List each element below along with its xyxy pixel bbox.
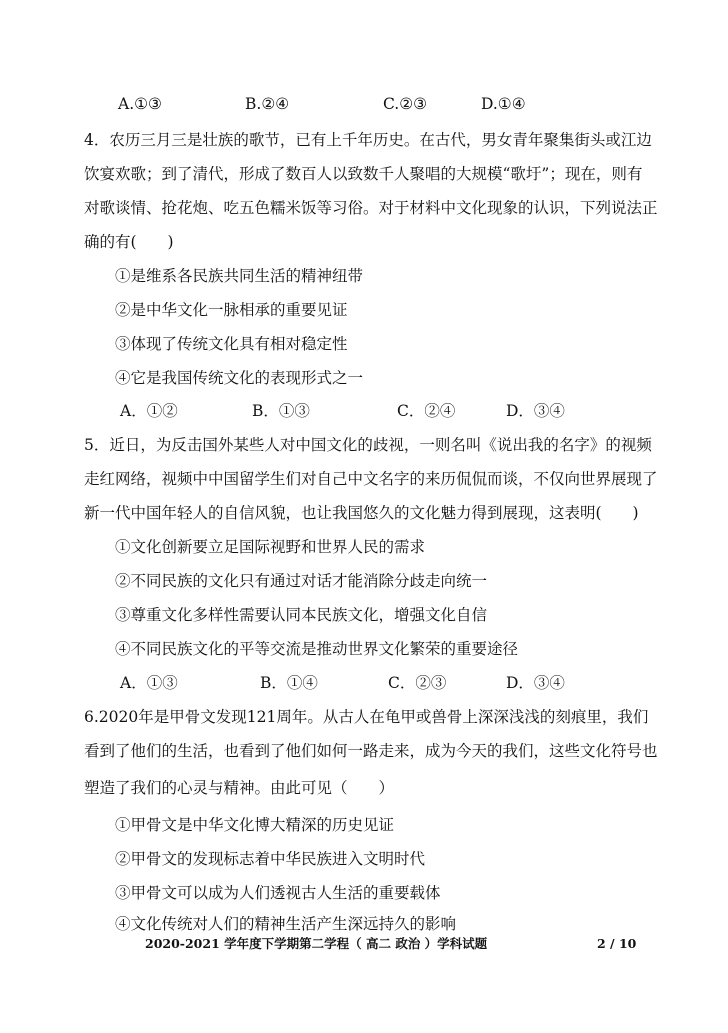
q4-stem-line-2: 饮宴欢歌；到了清代，形成了数百人以致数千人聚唱的大规模“歌圩”；现在，则有 [84,165,643,183]
q5-stem-line-2: 走红网络，视频中中国留学生们对自己中文名字的来历侃侃而谈，不仅向世界展现了 [84,470,658,488]
q4-statement-4: ④它是我国传统文化的表现形式之一 [115,369,364,387]
q5-option-a: A．①③ [120,674,178,692]
q5-statement-4: ④不同民族文化的平等交流是推动世界文化繁荣的重要途径 [115,640,519,658]
q6-stem-line-1: 6.2020年是甲骨文发现121周年。从古人在龟甲或兽骨上深深浅浅的刻痕里，我们 [84,708,649,726]
q5-option-d: D．③④ [506,674,565,692]
q3-option-d: D.①④ [481,95,526,113]
q3-option-a: A.①③ [118,95,162,113]
q4-option-d: D．③④ [506,402,565,420]
q4-stem-line-4: 确的有( ) [84,233,174,251]
q5-stem-line-1: 5．近日，为反击国外某些人对中国文化的歧视，一则名叫《说出我的名字》的视频 [84,436,652,454]
q5-statement-2: ②不同民族的文化只有通过对话才能消除分歧走向统一 [115,572,488,590]
q5-option-b: B．①④ [260,674,318,692]
page-number: 2 / 10 [597,936,637,951]
q6-statement-1: ①甲骨文是中华文化博大精深的历史见证 [115,816,395,834]
footer-title: 2020-2021 学年度下学期第二学程（ 高二 政治 ）学科试题 [145,936,488,951]
q5-statement-1: ①文化创新要立足国际视野和世界人民的需求 [115,538,426,556]
q4-statement-2: ②是中华文化一脉相承的重要见证 [115,301,348,319]
q4-option-a: A．①② [120,402,178,420]
q5-option-c: C．②③ [388,674,447,692]
q6-statement-2: ②甲骨文的发现标志着中华民族进入文明时代 [115,850,426,868]
q4-option-b: B．①③ [252,402,310,420]
page-footer [145,934,645,954]
q6-stem-line-2: 看到了他们的生活，也看到了他们如何一路走来，成为今天的我们，这些文化符号也 [84,742,658,760]
q6-stem-line-3: 塑造了我们的心灵与精神。由此可见（ ） [84,779,395,797]
q5-statement-3: ③尊重文化多样性需要认同本民族文化，增强文化自信 [115,606,488,624]
q3-option-c: C.②③ [383,95,428,113]
q3-option-b: B.②④ [245,95,290,113]
q4-option-c: C．②④ [397,402,456,420]
q6-statement-4: ④文化传统对人们的精神生活产生深远持久的影响 [115,915,457,933]
q6-statement-3: ③甲骨文可以成为人们透视古人生活的重要载体 [115,884,441,902]
q4-statement-3: ③体现了传统文化具有相对稳定性 [115,335,348,353]
q4-stem-line-3: 对歌谈情、抢花炮、吃五色糯米饭等习俗。对于材料中文化现象的认识，下列说法正 [84,199,658,217]
q5-stem-line-3: 新一代中国年轻人的自信风貌，也让我国悠久的文化魅力得到展现，这表明( ) [84,504,639,522]
q4-stem-line-1: 4．农历三月三是壮族的歌节，已有上千年历史。在古代，男女青年聚集街头或江边 [84,131,652,149]
q4-statement-1: ①是维系各民族共同生活的精神纽带 [115,267,364,285]
